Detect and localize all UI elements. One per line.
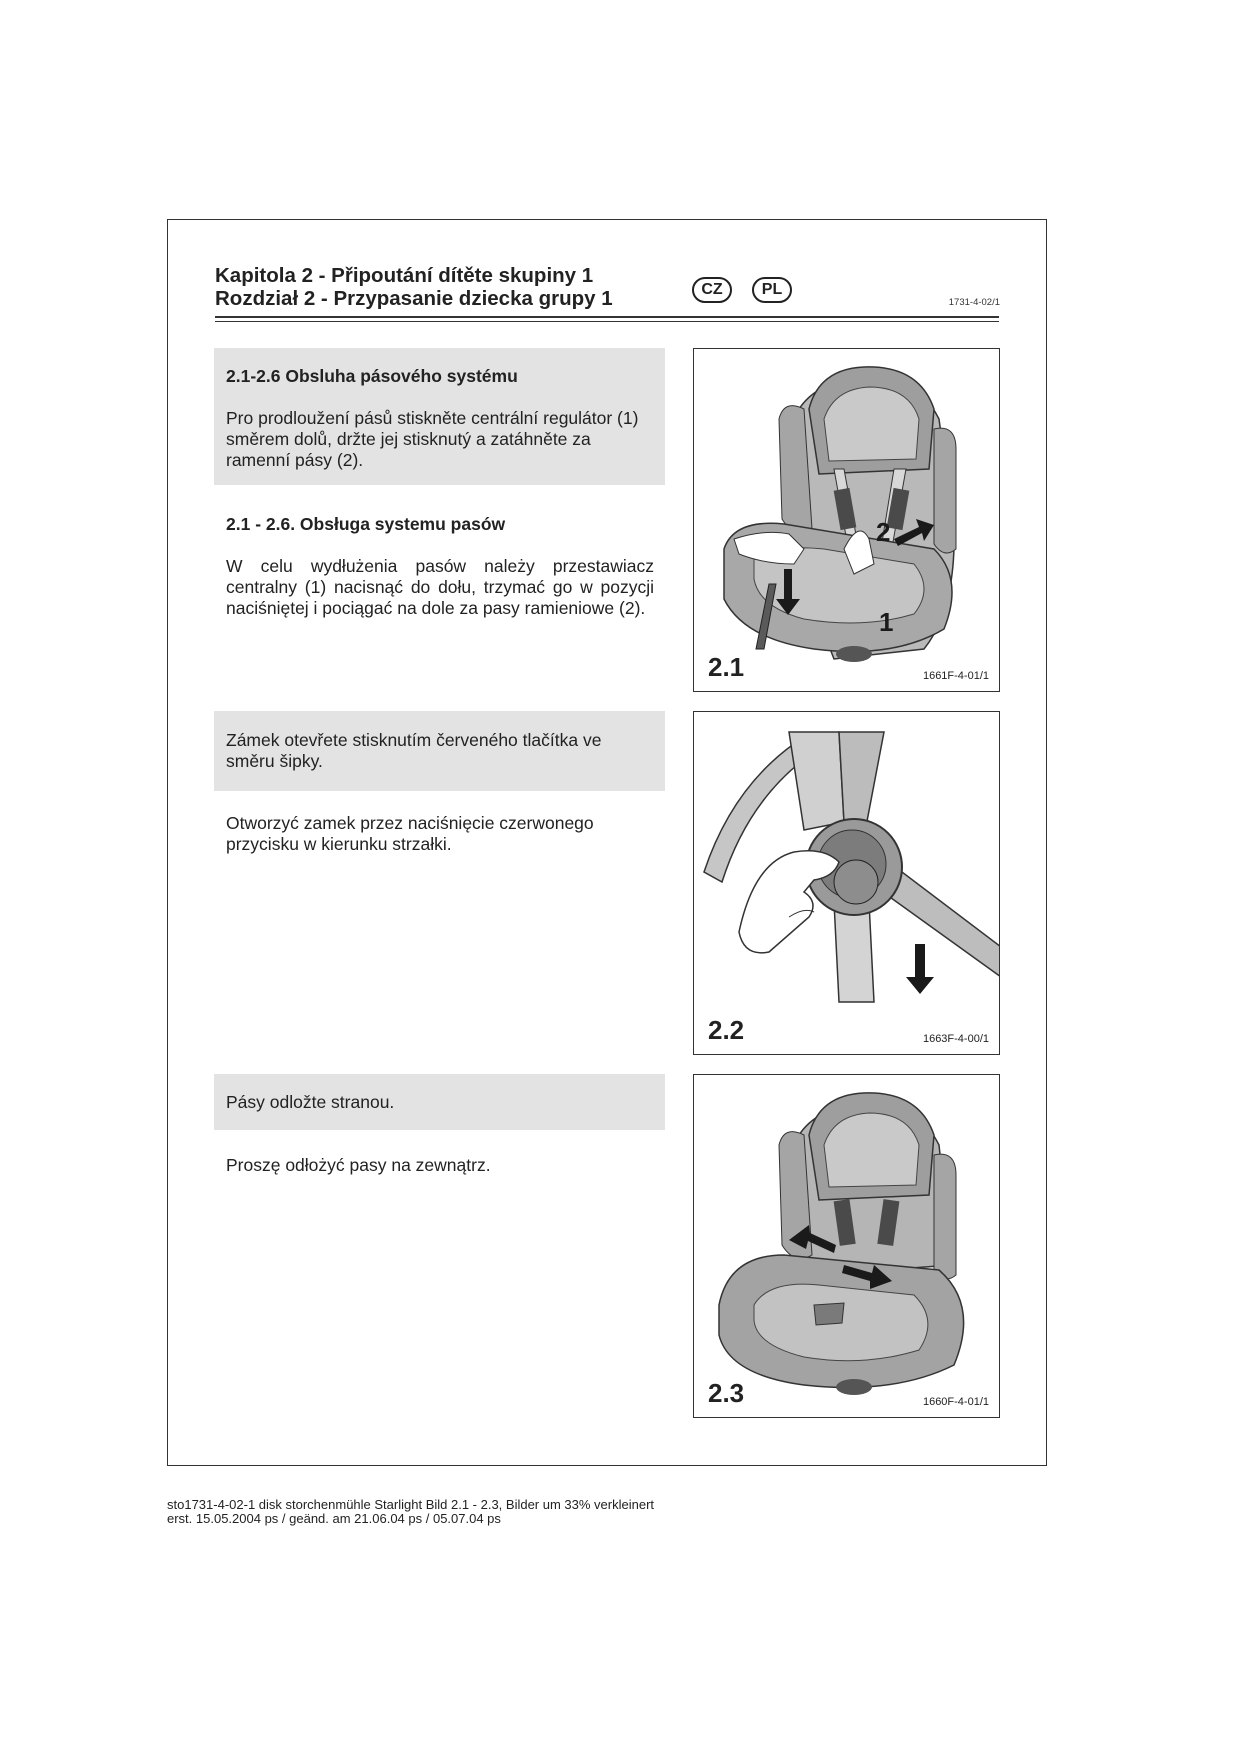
section-2-cz-text: Zámek otevřete stisknutím červeného tlačítka ve směru šipky. bbox=[226, 730, 602, 771]
figure-2-3 bbox=[693, 1074, 1000, 1418]
section-1-cz-text: Pro prodloužení pásů stiskněte centrální regulátor (1) směrem dolů, držte jej stisknutý a zatáhněte za ramenní pásy (2). bbox=[226, 408, 639, 470]
figure-number: 2.1 bbox=[708, 652, 745, 682]
figure-reference: 1663F-4-00/1 bbox=[922, 1033, 989, 1045]
figure-number: 2.2 bbox=[708, 1015, 745, 1045]
section-2-pl-text: Otworzyć zamek przez naciśnięcie czerwonego przycisku w kierunku strzałki. bbox=[226, 813, 594, 854]
callout-2: 2 bbox=[876, 517, 891, 547]
language-badge-pl: PL bbox=[752, 277, 792, 303]
section-1-pl-text: W celu wydłużenia pasów należy przestawiacz centralny (1) nacisnąć do dołu, trzymać go w pozycji naciśniętej i pociągać na dole za pasy ramieniowe (2). bbox=[226, 556, 654, 618]
document-reference: 1731-4-02/1 bbox=[948, 297, 1000, 308]
section-3-cz-text: Pásy odložte stranou. bbox=[226, 1092, 395, 1112]
section-1-cz-heading: 2.1-2.6 Obsluha pásového systému bbox=[226, 366, 518, 386]
figure-2-1 bbox=[693, 348, 1000, 692]
figure-number: 2.3 bbox=[708, 1378, 745, 1408]
section-1-pl-heading: 2.1 - 2.6. Obsługa systemu pasów bbox=[226, 514, 506, 534]
page-title-cz: Kapitola 2 - Připoutání dítěte skupiny 1 bbox=[215, 264, 594, 287]
car-seat-illustration bbox=[694, 349, 1000, 692]
header-rule-thin bbox=[215, 321, 999, 322]
header-rule-thick bbox=[215, 316, 999, 318]
callout-1: 1 bbox=[879, 607, 894, 637]
footer-line-2: erst. 15.05.2004 ps / geänd. am 21.06.04 ps / 05.07.04 ps bbox=[167, 1511, 501, 1526]
page-title-pl: Rozdział 2 - Przypasanie dziecka grupy 1 bbox=[215, 287, 613, 310]
footer bbox=[167, 1498, 654, 1526]
figure-reference: 1661F-4-01/1 bbox=[922, 670, 989, 682]
language-badge-cz: CZ bbox=[692, 277, 732, 303]
figure-reference: 1660F-4-01/1 bbox=[922, 1396, 989, 1408]
figure-2-2 bbox=[693, 711, 1000, 1055]
buckle-illustration bbox=[694, 712, 1000, 1055]
car-seat-illustration bbox=[694, 1075, 1000, 1418]
footer-line-1: sto1731-4-02-1 disk storchenmühle Starlight Bild 2.1 - 2.3, Bilder um 33% verkleinert bbox=[167, 1497, 655, 1512]
section-3-pl-text: Proszę odłożyć pasy na zewnątrz. bbox=[226, 1155, 491, 1175]
